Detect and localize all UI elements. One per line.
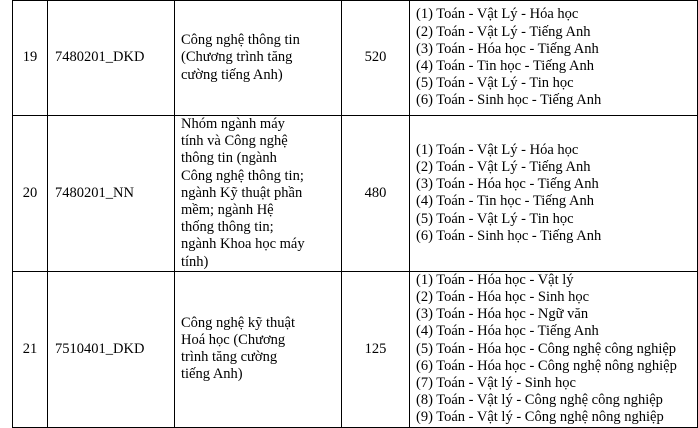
quota: 480: [342, 116, 410, 272]
program-name: [175, 1, 342, 116]
program-name-line: tiếng Anh): [181, 366, 243, 383]
program-name-line: cường tiếng Anh): [181, 66, 283, 83]
combination-item: (7) Toán - Vật lý - Sinh học: [416, 375, 576, 392]
combination-item: (2) Toán - Vật Lý - Tiếng Anh: [416, 23, 591, 40]
combination-item: (4) Toán - Tin học - Tiếng Anh: [416, 58, 594, 74]
combination-item: (3) Toán - Hóa học - Tiếng Anh: [416, 40, 599, 57]
subject-combinations: [410, 271, 698, 427]
program-name-line: ngành Khoa học máy: [181, 236, 305, 253]
combination-item: (8) Toán - Vật lý - Công nghệ công nghiệp: [416, 392, 663, 409]
row-number: 20: [13, 116, 48, 272]
program-name-line: tính và Công nghệ: [181, 133, 288, 150]
program-name-line: Công nghệ thông tin;: [181, 167, 304, 184]
combination-item: (5) Toán - Hóa học - Công nghệ công nghiệp: [416, 340, 677, 357]
row-number: 21: [13, 271, 48, 427]
admission-table: [12, 0, 698, 428]
program-name-line: thông tin (ngành: [181, 150, 277, 167]
program-name-line: Công nghệ thông tin: [181, 32, 300, 49]
program-name-line: trình tăng cường: [181, 349, 278, 366]
subject-combinations: [410, 116, 698, 272]
program-name-line: Công nghệ kỹ thuật: [181, 314, 295, 331]
combination-item: (1) Toán - Vật Lý - Hóa học: [416, 6, 579, 23]
combination-item: (3) Toán - Hóa học - Tiếng Anh: [416, 176, 599, 193]
combination-item: (5) Toán - Vật Lý - Tin học: [416, 75, 574, 92]
program-code: 7480201_DKD: [48, 1, 175, 116]
program-name-line: Hoá học (Chương: [181, 332, 286, 349]
row-number: 19: [13, 1, 48, 116]
combination-item: (6) Toán - Sinh học - Tiếng Anh: [416, 227, 602, 244]
program-name-line: ngành Kỹ thuật phần: [181, 184, 303, 201]
combination-item: (9) Toán - Vật lý - Công nghệ nông nghiệp: [416, 409, 664, 426]
program-name: [175, 271, 342, 427]
combination-item: (6) Toán - Hóa học - Công nghệ nông nghiệp: [416, 357, 677, 374]
quota: 125: [342, 271, 410, 427]
program-name-line: (Chương trình tăng: [181, 49, 293, 66]
table-row: [13, 271, 698, 427]
program-name-line: Nhóm ngành máy: [181, 116, 285, 132]
subject-combinations: [410, 1, 698, 116]
combination-item: (3) Toán - Hóa học - Ngữ văn: [416, 306, 589, 323]
program-code: 7510401_DKD: [48, 271, 175, 427]
program-name-line: tính): [181, 253, 209, 270]
program-name-line: mềm; ngành Hệ: [181, 202, 274, 219]
program-code: 7480201_NN: [48, 116, 175, 272]
table-row: [13, 116, 698, 272]
combination-item: (4) Toán - Tin học - Tiếng Anh: [416, 193, 594, 210]
combination-item: (2) Toán - Hóa học - Sinh học: [416, 289, 590, 306]
combination-item: (4) Toán - Hóa học - Tiếng Anh: [416, 323, 599, 340]
table-row: [13, 1, 698, 116]
program-name-line: thống thông tin;: [181, 219, 274, 236]
combination-item: (2) Toán - Vật Lý - Tiếng Anh: [416, 159, 591, 175]
quota: 520: [342, 1, 410, 116]
program-name: [175, 116, 342, 272]
combination-item: (1) Toán - Vật Lý - Hóa học: [416, 141, 579, 158]
combination-item: (5) Toán - Vật Lý - Tin học: [416, 210, 574, 227]
combination-item: (1) Toán - Hóa học - Vật lý: [416, 271, 574, 288]
combination-item: (6) Toán - Sinh học - Tiếng Anh: [416, 92, 602, 109]
